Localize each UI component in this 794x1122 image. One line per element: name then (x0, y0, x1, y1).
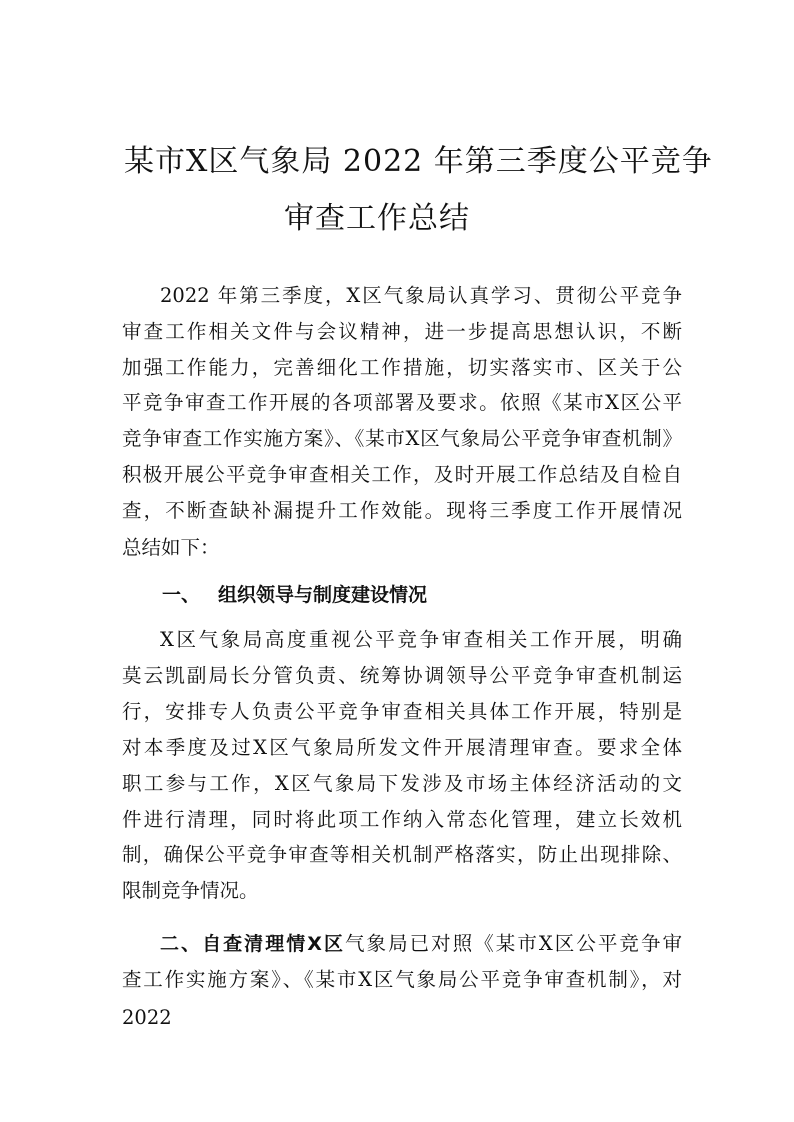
section-1-line-5: 职工参与工作，X区气象局下发涉及市场主体经济活动的文 (122, 772, 682, 795)
intro-line-5: 竞争审查工作实施方案》、《某市X区气象局公平竞争审查机制》 (122, 427, 682, 450)
section-1-line-8: 限制竞争情况。 (122, 879, 259, 902)
section-1-line-1: X区气象局高度重视公平竞争审查相关工作开展，明确 (160, 628, 682, 651)
section-1-line-3: 行，安排专人负责公平竞争审查相关具体工作开展，特别是 (122, 700, 682, 723)
section-2-line-2: 查工作实施方案》、《某市X区气象局公平竞争审查机制》，对 (122, 968, 682, 991)
section-1-title: 组织领导与制度建设情况 (218, 584, 428, 606)
section-2-first-line-rest: 气象局已对照《某市X区公平竞争审 (345, 932, 682, 955)
section-2-line-3: 2022 (122, 1006, 172, 1029)
intro-line-2: 审查工作相关文件与会议精神，进一步提高思想认识，不断 (122, 320, 682, 343)
section-1-line-7: 制，确保公平竞争审查等相关机制严格落实，防止出现排除、 (122, 843, 682, 866)
intro-line-3: 加强工作能力，完善细化工作措施，切实落实市、区关于公 (122, 356, 682, 379)
section-2-heading: 二、自查清理情X区 (160, 933, 346, 955)
intro-line-8: 总结如下： (122, 536, 220, 559)
section-1-heading (162, 583, 427, 607)
document-title-line-2: 审查工作总结 (284, 201, 470, 236)
section-1-line-6: 件进行清理，同时将此项工作纳入常态化管理，建立长效机 (122, 808, 682, 831)
intro-line-1: 2022 年第三季度，X区气象局认真学习、贯彻公平竞争 (160, 284, 682, 307)
document-title-line-1: 某市X区气象局 2022 年第三季度公平竞争 (124, 144, 713, 179)
intro-line-7: 查，不断查缺补漏提升工作效能。现将三季度工作开展情况 (122, 499, 682, 522)
intro-line-4: 平竞争审查工作开展的各项部署及要求。依照《某市X区公平 (122, 391, 682, 414)
section-1-number: 一、 (162, 584, 201, 606)
section-1-line-4: 对本季度及过X区气象局所发文件开展清理审查。要求全体 (122, 736, 682, 759)
section-1-line-2: 莫云凯副局长分管负责、统筹协调领导公平竞争审查机制运 (122, 664, 682, 687)
section-2-first-line (160, 932, 682, 956)
intro-line-6: 积极开展公平竞争审查相关工作，及时开展工作总结及自检自 (122, 463, 682, 486)
